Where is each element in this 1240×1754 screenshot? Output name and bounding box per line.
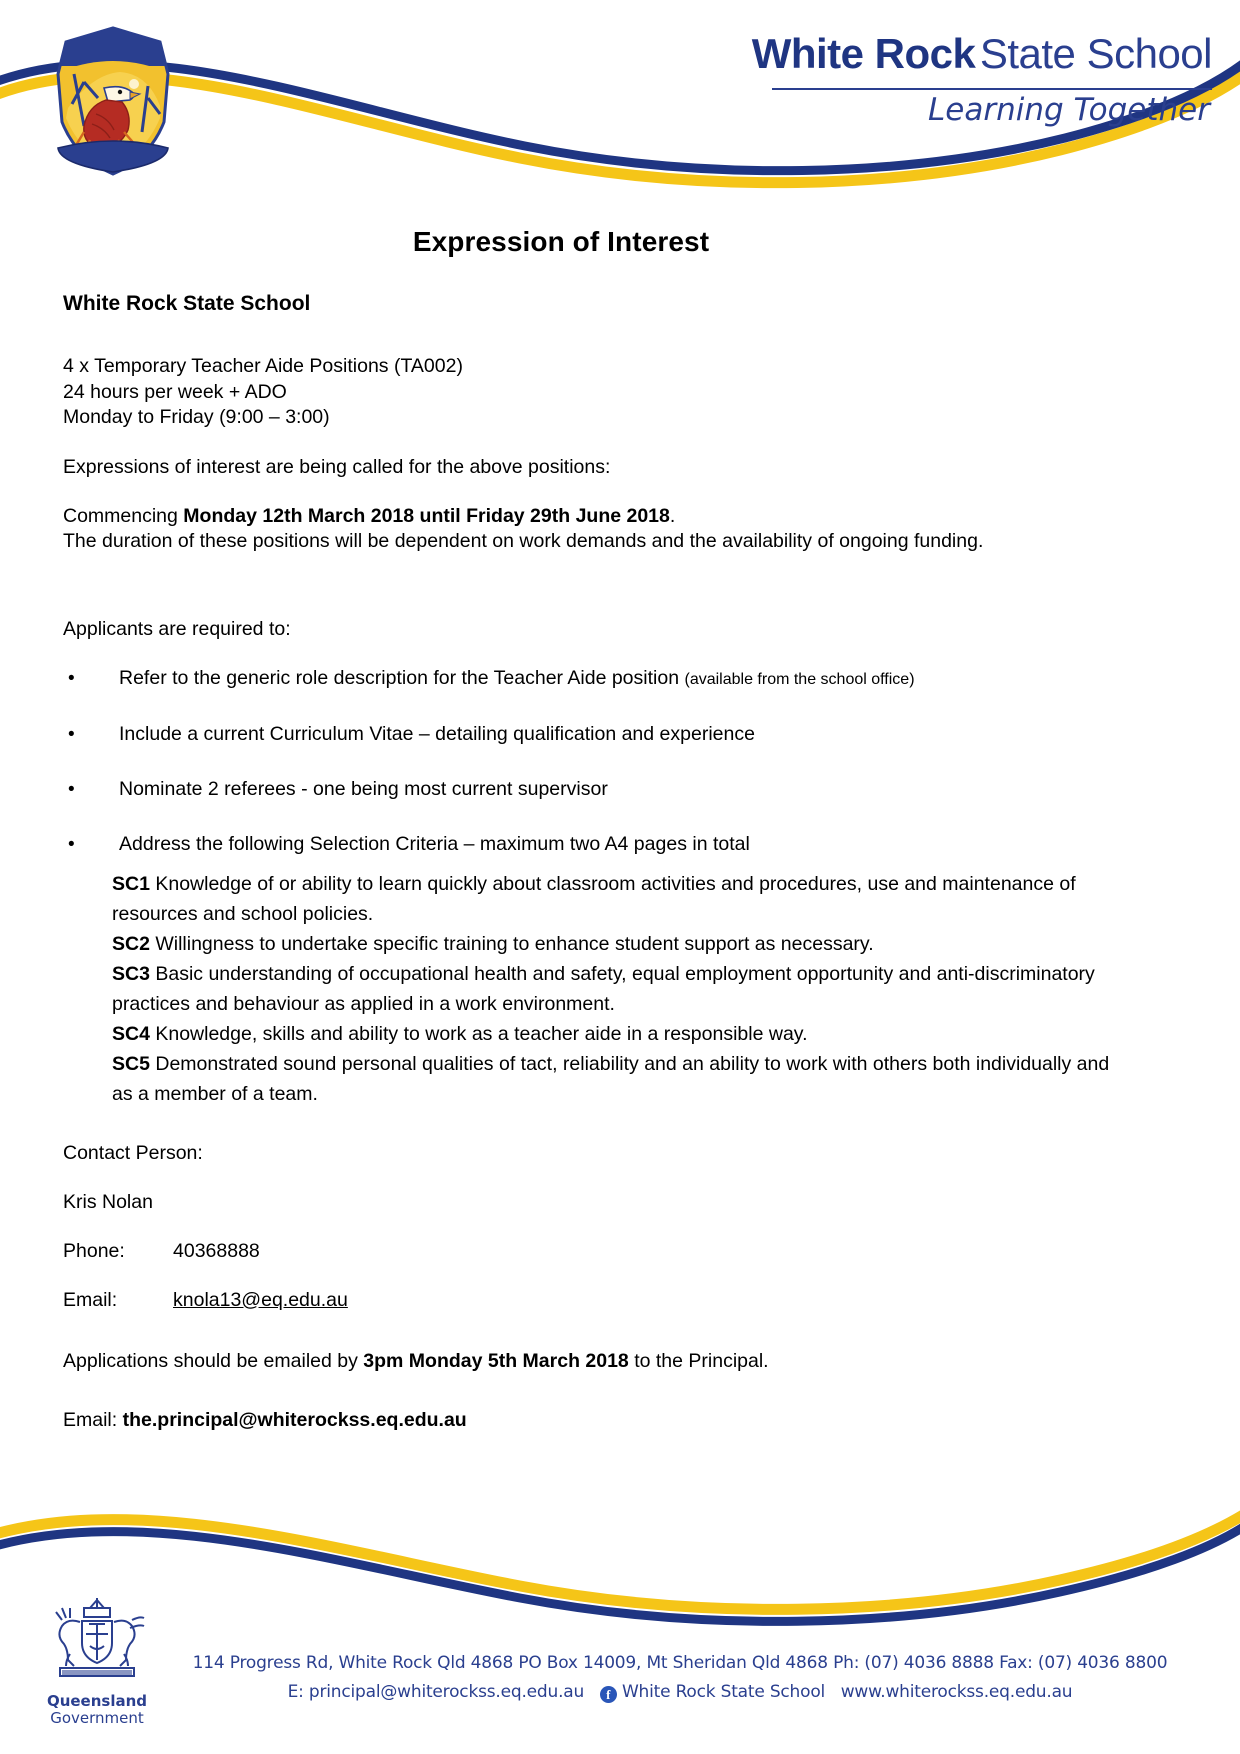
footer-second-line bbox=[150, 1678, 1210, 1707]
list-item bbox=[63, 832, 1122, 857]
school-name-heading bbox=[752, 30, 1212, 78]
sc-label: SC4 bbox=[112, 1022, 150, 1045]
position-details bbox=[63, 354, 1122, 431]
position-line-3: Monday to Friday (9:00 – 3:00) bbox=[63, 406, 330, 428]
requirements-list bbox=[63, 666, 1122, 857]
list-item bbox=[63, 777, 1122, 802]
applicants-heading: Applicants are required to: bbox=[63, 617, 291, 640]
qld-line-2: Government bbox=[50, 1709, 144, 1727]
footer-swoosh-graphic bbox=[0, 1494, 1240, 1644]
sc-text: Knowledge of or ability to learn quickly about classroom activities and procedures, use and maintenance of resources and school policies. bbox=[112, 872, 1076, 925]
commencing-dates: Monday 12th March 2018 until Friday 29th June 2018 bbox=[183, 504, 670, 527]
principal-email-row bbox=[63, 1408, 1122, 1433]
list-item bbox=[63, 722, 1122, 747]
closing-paragraph bbox=[63, 1349, 1122, 1374]
document-subtitle: White Rock State School bbox=[63, 292, 311, 315]
principal-email-value: the.principal@whiterockss.eq.edu.au bbox=[122, 1408, 467, 1431]
sc-text: Basic understanding of occupational health and safety, equal employment opportunity and anti-discriminatory practices and behaviour as applied in a work environment. bbox=[112, 962, 1095, 1015]
requirement-text: Include a current Curriculum Vitae – detailing qualification and experience bbox=[119, 722, 755, 745]
page-header bbox=[0, 0, 1240, 210]
footer-address-line: 114 Progress Rd, White Rock Qld 4868 PO Box 14009, Mt Sheridan Qld 4868 Ph: (07) 4036 8888 Fax: (07) 4036 8800 bbox=[192, 1653, 1168, 1673]
sc-text: Willingness to undertake specific training to enhance student support as necessary. bbox=[149, 932, 874, 955]
selection-criterion bbox=[112, 929, 1122, 959]
closing-deadline: 3pm Monday 5th March 2018 bbox=[363, 1349, 629, 1372]
bullet-icon: • bbox=[68, 778, 75, 800]
sc-label: SC5 bbox=[112, 1052, 150, 1075]
bullet-icon: • bbox=[68, 723, 75, 745]
footer-email: E: principal@whiterockss.eq.edu.au bbox=[287, 1682, 585, 1702]
footer-website: www.whiterockss.eq.edu.au bbox=[840, 1682, 1073, 1702]
closing-prefix: Applications should be emailed by bbox=[63, 1349, 364, 1372]
commencing-suffix: . bbox=[669, 504, 676, 527]
qld-gov-wordmark bbox=[42, 1693, 152, 1727]
commencing-block bbox=[63, 504, 1122, 555]
header-divider-rule bbox=[772, 88, 1212, 90]
selection-criterion bbox=[112, 959, 1122, 1019]
bullet-icon: • bbox=[68, 667, 75, 689]
position-line-1: 4 x Temporary Teacher Aide Positions (TA002) bbox=[63, 355, 463, 377]
selection-criteria-block bbox=[63, 869, 1122, 1109]
contact-heading: Contact Person: bbox=[63, 1141, 203, 1164]
facebook-icon[interactable]: f bbox=[600, 1686, 617, 1703]
list-item bbox=[63, 666, 1122, 692]
sc-label: SC3 bbox=[112, 962, 150, 985]
sc-text: Demonstrated sound personal qualities of tact, reliability and an ability to work with others both individually and as a member of a team. bbox=[112, 1052, 1110, 1105]
requirement-text: Nominate 2 referees - one being most current supervisor bbox=[119, 777, 608, 800]
position-line-2: 24 hours per week + ADO bbox=[63, 380, 287, 403]
page-title: Expression of Interest bbox=[412, 226, 710, 257]
queensland-government-logo bbox=[42, 1594, 152, 1727]
phone-label: Phone: bbox=[63, 1239, 125, 1262]
selection-criterion bbox=[112, 1049, 1122, 1109]
requirement-text: Address the following Selection Criteria – maximum two A4 pages in total bbox=[119, 832, 750, 855]
school-tagline: Learning Together bbox=[928, 92, 1210, 128]
contact-phone-row bbox=[63, 1239, 1122, 1264]
contact-name: Kris Nolan bbox=[63, 1190, 153, 1213]
contact-email-link[interactable]: knola13@eq.edu.au bbox=[173, 1288, 348, 1311]
school-name-bold: White Rock bbox=[751, 30, 976, 77]
qld-coat-of-arms-icon bbox=[42, 1594, 152, 1686]
sc-label: SC1 bbox=[112, 872, 150, 895]
intro-paragraph: Expressions of interest are being called for the above positions: bbox=[63, 455, 611, 478]
commencing-paragraph bbox=[63, 504, 1122, 530]
bullet-icon: • bbox=[68, 833, 75, 855]
footer-facebook-name: White Rock State School bbox=[621, 1682, 826, 1702]
sc-label: SC2 bbox=[112, 932, 150, 955]
selection-criterion bbox=[112, 1019, 1122, 1049]
phone-value: 40368888 bbox=[173, 1239, 260, 1262]
document-body bbox=[0, 212, 1240, 1433]
requirement-note: (available from the school office) bbox=[684, 670, 915, 688]
selection-criterion bbox=[112, 869, 1122, 929]
email-label: Email: bbox=[63, 1288, 118, 1311]
page-footer bbox=[0, 1494, 1240, 1754]
school-crest-icon bbox=[38, 22, 188, 182]
sc-text: Knowledge, skills and ability to work as a teacher aide in a responsible way. bbox=[149, 1022, 808, 1045]
qld-line-1: Queensland bbox=[46, 1692, 148, 1710]
commencing-prefix: Commencing bbox=[63, 504, 184, 527]
contact-email-row bbox=[63, 1288, 1122, 1313]
school-name-light: State School bbox=[979, 30, 1212, 77]
footer-contact-details bbox=[150, 1649, 1210, 1707]
principal-email-label: Email: bbox=[63, 1408, 123, 1431]
closing-suffix: to the Principal. bbox=[628, 1349, 769, 1372]
requirement-text: Refer to the generic role description for the Teacher Aide position bbox=[119, 666, 685, 689]
duration-note: The duration of these positions will be dependent on work demands and the availability of ongoing funding. bbox=[63, 530, 984, 552]
